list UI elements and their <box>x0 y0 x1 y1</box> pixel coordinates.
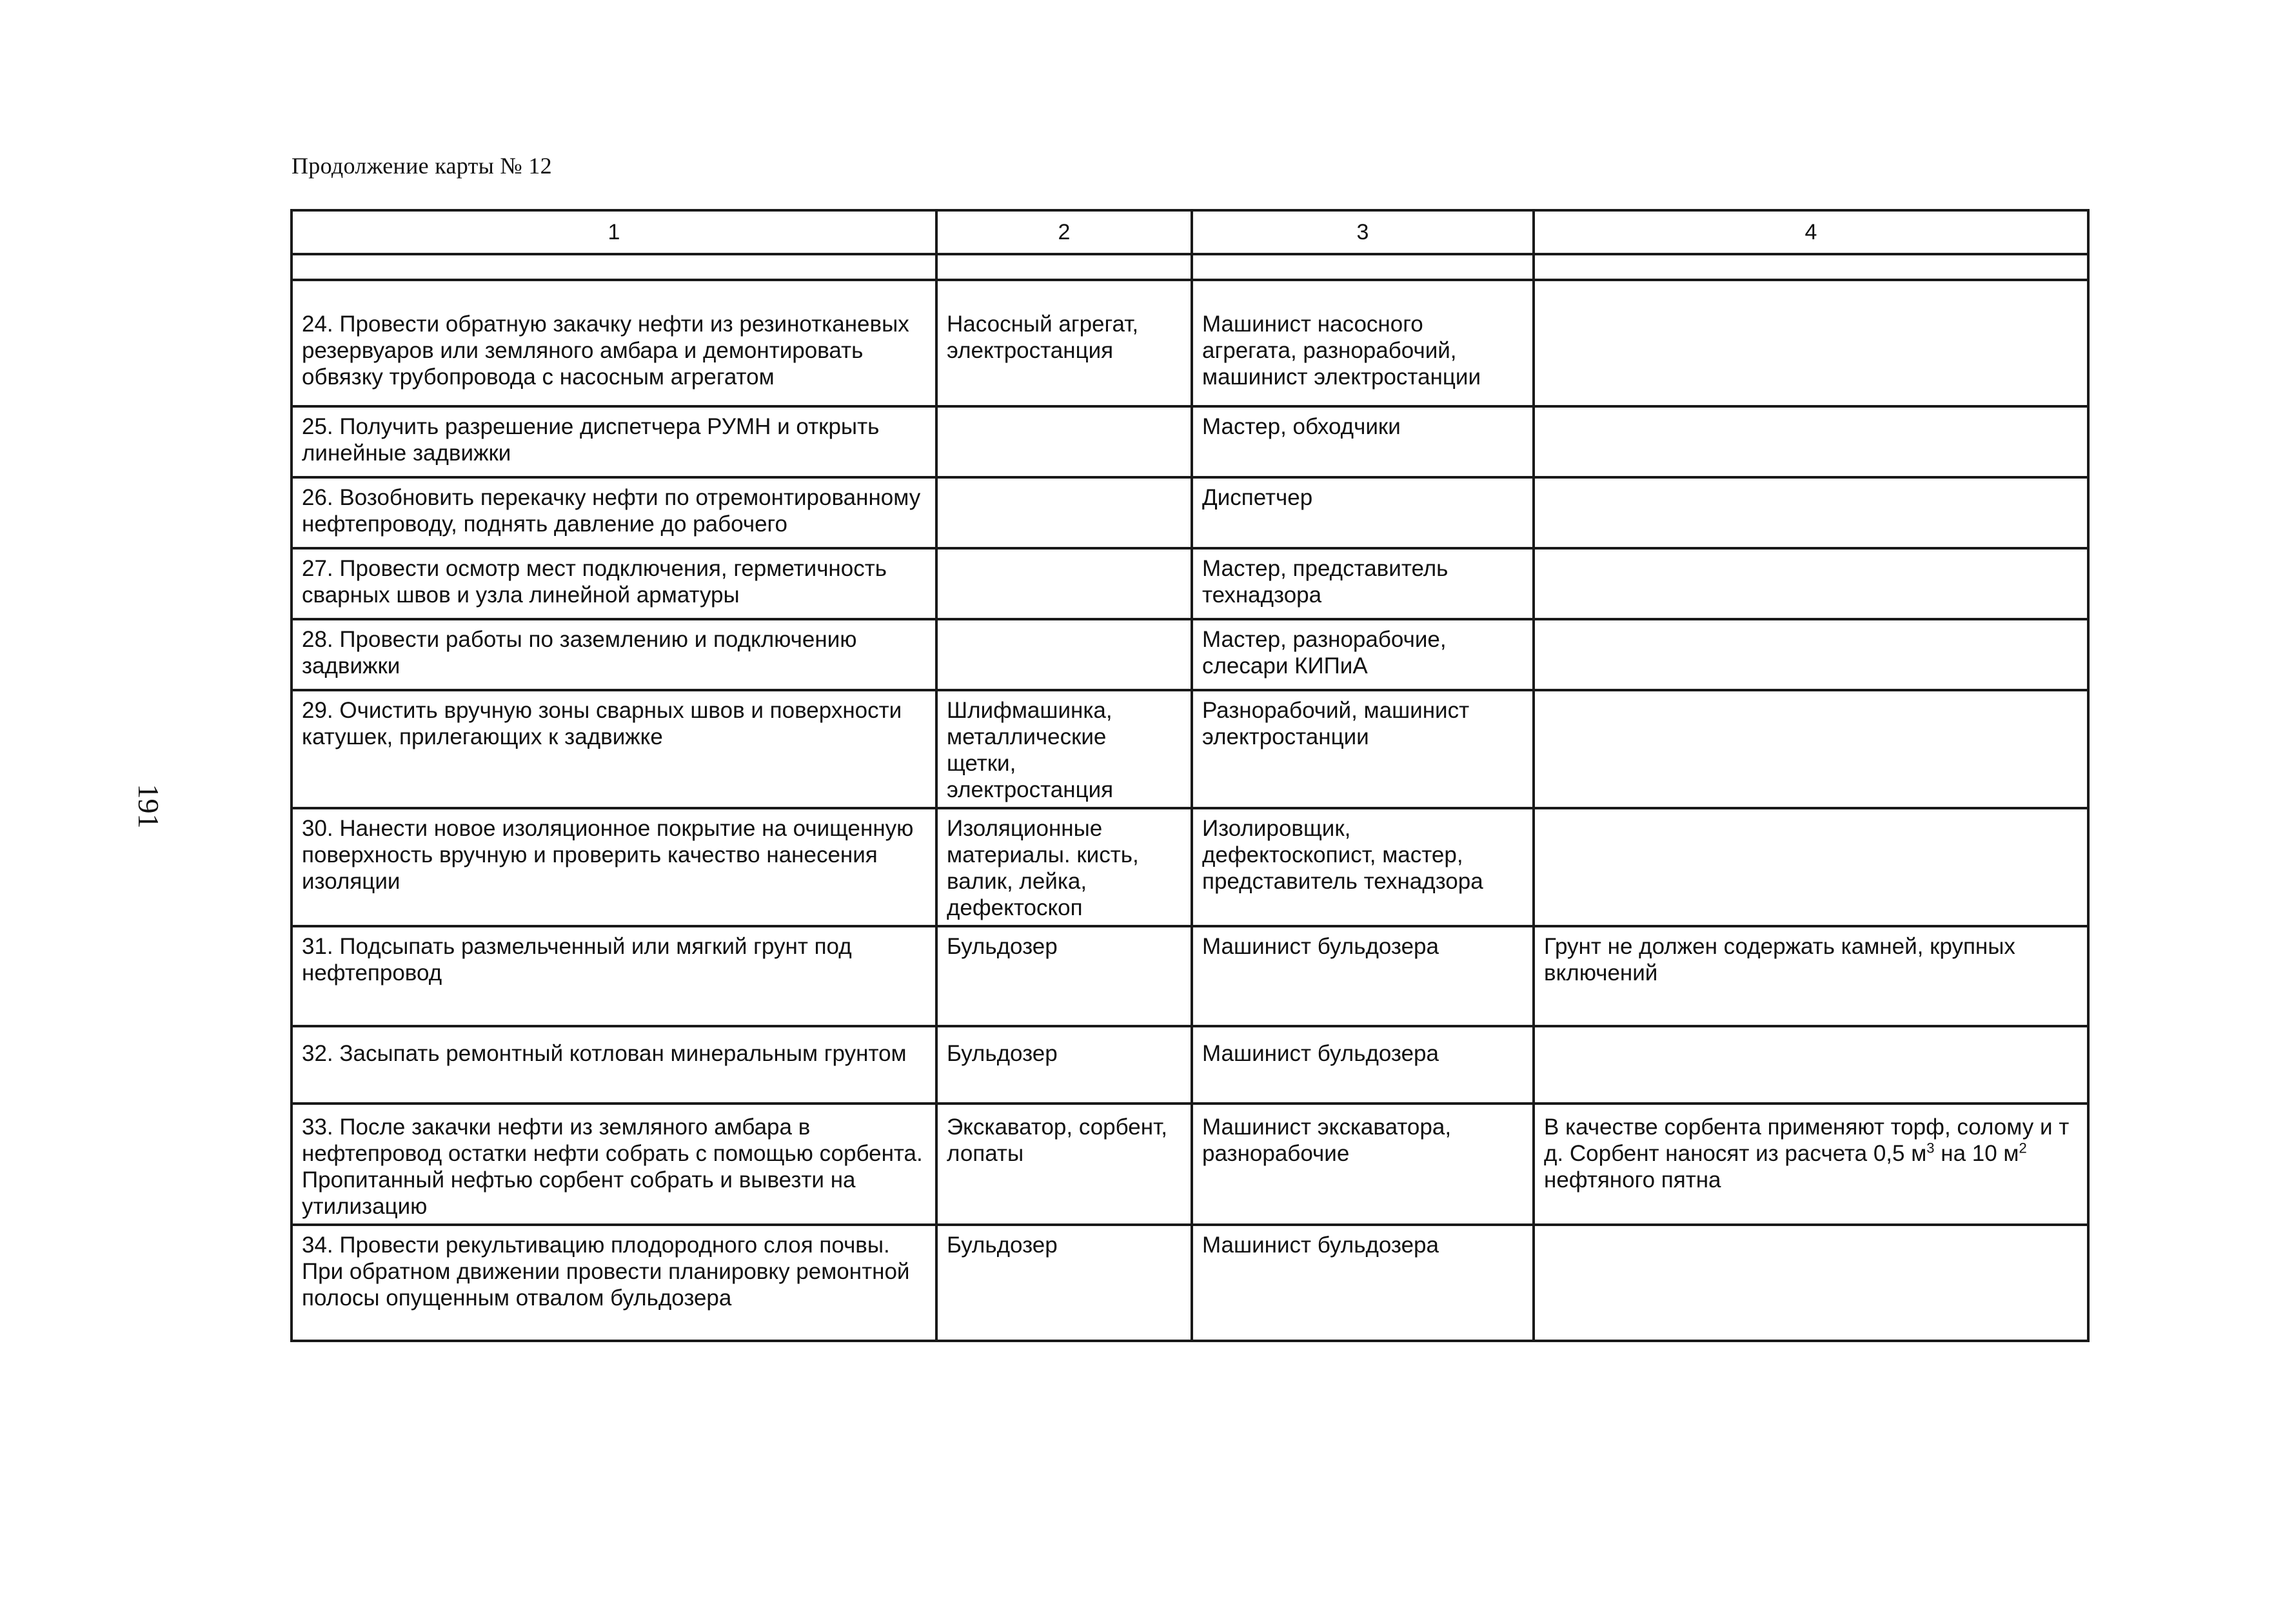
column-header-3: 3 <box>1192 210 1534 254</box>
notes-cell <box>1534 1026 2088 1104</box>
notes-text: Сорбент наносят из расчета 0,5 м <box>1569 1141 1927 1166</box>
column-header-4: 4 <box>1534 210 2088 254</box>
operation-cell: 29. Очистить вручную зоны сварных швов и поверхности катушек, прилегающих к задвижке <box>292 690 936 808</box>
table-row <box>292 1225 2088 1341</box>
notes-cell <box>1534 808 2088 926</box>
equipment-cell: Экскаватор, сорбент, лопаты <box>936 1104 1192 1225</box>
equipment-cell <box>936 477 1192 548</box>
table-caption: Продолжение карты № 12 <box>292 153 552 179</box>
table-row <box>292 477 2088 548</box>
equipment-cell: Бульдозер <box>936 1225 1192 1341</box>
notes-cell <box>1534 690 2088 808</box>
personnel-cell: Мастер, разнорабочие, слесари КИПиА <box>1192 619 1534 690</box>
notes-cell: Грунт не должен содержать камней, крупных включений <box>1534 926 2088 1026</box>
operation-cell: 25. Получить разрешение диспетчера РУМН и открыть линейные задвижки <box>292 406 936 477</box>
header-row <box>292 210 2088 254</box>
spacer-row <box>292 254 2088 280</box>
equipment-cell <box>936 619 1192 690</box>
equipment-cell <box>936 406 1192 477</box>
spacer-cell <box>292 254 936 280</box>
operation-cell: 28. Провести работы по заземлению и подключению задвижки <box>292 619 936 690</box>
notes-cell <box>1534 477 2088 548</box>
equipment-cell <box>936 548 1192 619</box>
spacer-cell <box>1534 254 2088 280</box>
equipment-cell: Шлифмашинка, металлические щетки, электростанция <box>936 690 1192 808</box>
personnel-cell: Разнорабочий, машинист электростанции <box>1192 690 1534 808</box>
table-row <box>292 926 2088 1026</box>
notes-cell <box>1534 619 2088 690</box>
table-row <box>292 406 2088 477</box>
table-row <box>292 690 2088 808</box>
personnel-cell: Диспетчер <box>1192 477 1534 548</box>
table-row <box>292 548 2088 619</box>
personnel-cell: Мастер, обходчики <box>1192 406 1534 477</box>
table-row <box>292 619 2088 690</box>
operation-cell: 26. Возобновить перекачку нефти по отремонтированному нефтепроводу, поднять давление до рабочего <box>292 477 936 548</box>
notes-cell <box>1534 1104 2088 1225</box>
personnel-cell: Машинист экскаватора, разнорабочие <box>1192 1104 1534 1225</box>
table-row <box>292 280 2088 406</box>
table-row <box>292 808 2088 926</box>
personnel-cell: Машинист бульдозера <box>1192 926 1534 1026</box>
column-header-2: 2 <box>936 210 1192 254</box>
personnel-cell: Мастер, представитель технадзора <box>1192 548 1534 619</box>
notes-line: В качестве сорбента применяют торф, солому и т д. <box>1544 1114 2070 1166</box>
notes-text: на 10 м <box>1934 1141 2019 1166</box>
personnel-cell: Машинист бульдозера <box>1192 1026 1534 1104</box>
operation-cell: 27. Провести осмотр мест подключения, герметичность сварных швов и узла линейной арматуры <box>292 548 936 619</box>
operation-cell: 33. После закачки нефти из земляного амбара в нефтепровод остатки нефти собрать с помощью сорбента. Пропитанный нефтью сорбент собрать и вывезти на утилизацию <box>292 1104 936 1225</box>
notes-cell <box>1534 1225 2088 1341</box>
page-number: 191 <box>132 784 165 829</box>
superscript: 2 <box>2019 1140 2027 1156</box>
notes-cell <box>1534 548 2088 619</box>
equipment-cell: Бульдозер <box>936 926 1192 1026</box>
equipment-cell: Насосный агрегат, электростанция <box>936 280 1192 406</box>
operation-cell: 24. Провести обратную закачку нефти из резинотканевых резервуаров или земляного амбара и демонтировать обвязку трубопровода с насосным агрегатом <box>292 280 936 406</box>
operation-cell: 34. Провести рекультивацию плодородного слоя почвы. При обратном движении провести планировку ремонтной полосы опущенным отвалом бульдозера <box>292 1225 936 1341</box>
work-table <box>290 209 2090 1342</box>
equipment-cell: Изоляционные материалы. кисть, валик, лейка, дефектоскоп <box>936 808 1192 926</box>
column-header-1: 1 <box>292 210 936 254</box>
notes-cell <box>1534 280 2088 406</box>
operation-cell: 32. Засыпать ремонтный котлован минеральным грунтом <box>292 1026 936 1104</box>
operation-cell: 30. Нанести новое изоляционное покрытие на очищенную поверхность вручную и проверить качество нанесения изоляции <box>292 808 936 926</box>
spacer-cell <box>1192 254 1534 280</box>
table-row <box>292 1026 2088 1104</box>
table-row <box>292 1104 2088 1225</box>
notes-cell <box>1534 406 2088 477</box>
equipment-cell: Бульдозер <box>936 1026 1192 1104</box>
personnel-cell: Машинист насосного агрегата, разнорабочий, машинист электростанции <box>1192 280 1534 406</box>
operation-cell: 31. Подсыпать размельченный или мягкий грунт под нефтепровод <box>292 926 936 1026</box>
notes-text: нефтяного пятна <box>1544 1167 1721 1193</box>
spacer-cell <box>936 254 1192 280</box>
superscript: 3 <box>1926 1140 1935 1156</box>
personnel-cell: Изолировщик, дефектоскопист, мастер, представитель технадзора <box>1192 808 1534 926</box>
personnel-cell: Машинист бульдозера <box>1192 1225 1534 1341</box>
